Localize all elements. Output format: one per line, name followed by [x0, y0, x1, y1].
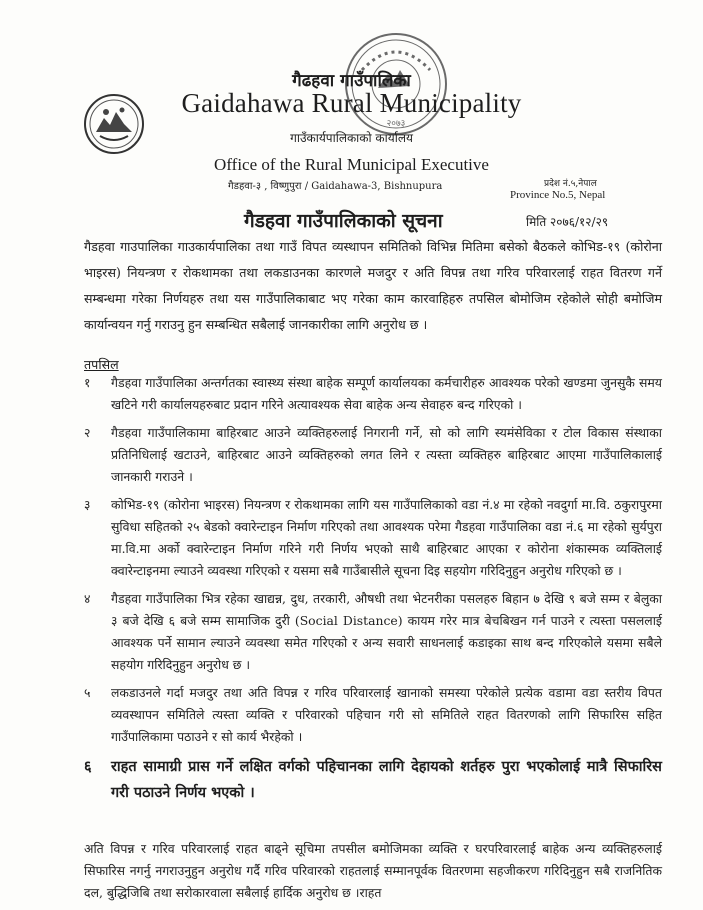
- header-nepali-name: गैढहवा गाउँपालिका: [292, 71, 411, 91]
- item-text: गैडहवा गाउँपालिका भित्र रहेका खाद्यन्न, दुध, तरकारी, औषधी तथा भेटनरीका पसलहरु बिहान ७ देखि ९ बजे सम्म र बेलुका ३ बजे देखि ६ बजे सम्म सामाजिक दुरी (Social Distance) कायम गरेर मात्र बेचबिखन गर्न पाउने र त्यस्ता पसललाई आवश्यक पर्ने सामान ल्याउने व्यवस्था समेत गरिएको र अन्य सवारी साधनलाई कडाइका साथ बन्द गरिएकोले यसमा सबैले सहयोग गरिदिनुहुन अनुरोध छ ।: [111, 591, 662, 672]
- list-item: [84, 588, 662, 676]
- item-text: गैडहवा गाउँपालिकामा बाहिरबाट आउने व्यक्तिहरुलाई निगरानी गर्ने, सो को लागि स्यमंसेविका र टोल विकास संस्थाका प्रतिनिधिलाई खटाउने, बाहिरबाट आउने व्यक्तिहरुको लगत लिने र त्यस्ता व्यक्तिहरु बाहिरबाट आएमा गाउँपालिकालाई जानकारी गराउने ।: [111, 425, 662, 484]
- notice-item-list: [84, 372, 662, 808]
- item-number: २: [84, 425, 91, 440]
- item-text: राहत सामाग्री प्रास गर्ने लक्षित वर्गको पहिचानका लागि देहायको शर्तहरु पुरा भएकोलाई मात्रै सिफारिस गरी पठाउने निर्णय भएको ।: [111, 758, 662, 801]
- list-item: [84, 372, 662, 416]
- item-text: लकडाउनले गर्दा मजदुर तथा अति विपन्न र गरिव परिवारलाई खानाको समस्या परेकोले प्रत्येक वडामा वडा स्तरीय विपत व्यवस्थापन समितिले त्यस्ता व्यक्ति र परिवारको पहिचान गरी सो समितिले राहत वितरणको लागि सिफारिस सहित गाउँपालिकामा पठाउने र सो कार्य भैरहेको ।: [111, 685, 662, 744]
- notice-title: गैडहवा गाउँपालिकाको सूचना: [244, 210, 443, 232]
- item-text: गैडहवा गाउँपालिका अन्तर्गतका स्वास्थ्य संस्था बाहेक सम्पूर्ण कार्यालयका कर्मचारीहरु आवश्यक परेको खण्डमा जुनसुकै समय खटिने गरी कार्यालयहरुबाट प्रदान गरिने अत्यावश्यक सेवा बाहेक अन्य सेवाहरु बन्द गरिएको ।: [111, 375, 662, 412]
- list-item: [84, 682, 662, 748]
- header-english-name: Gaidahawa Rural Municipality: [181, 88, 522, 118]
- header-province-english: Province No.5, Nepal: [510, 189, 606, 201]
- item-number: ४: [84, 591, 91, 606]
- list-item: [84, 422, 662, 488]
- item-number: ३: [84, 497, 91, 512]
- header-address: गैडहवा-३ , विष्णुपुरा / Gaidahawa-3, Bishnupura: [228, 181, 443, 192]
- item-text: कोभिड-१९ (कोरोना भाइरस) नियन्त्रण र रोकथामका लागि यस गाउँपालिकाको वडा नं.४ मा रहेको नवदुर्गा मा.वि. ठकुरापुरमा सुविधा सहितको २५ बेडको क्वारेन्टाइन निर्माण गरिएको तथा आवश्यक परेमा गैडहवा गाउँपालिका वडा नं.६ मा रहेको सुर्यपुरा मा.वि.मा अर्को क्वारेन्टाइन निर्माण गरिने गरी निर्णय भएको साथै बाहिरबाट आएका र कोरोना शंकास्मक व्यक्तिलाई क्वारेन्टाइनमा ल्याउने व्यवस्था गरिएको र यसमा सबै गाउँबासीले सूचना दिइ सहयोग गरिदिनुहुन अनुरोध गरिएको छ ।: [111, 497, 662, 578]
- item-number: १: [84, 375, 91, 390]
- header-office-english: Office of the Rural Municipal Executive: [214, 155, 489, 174]
- item-number: ६: [84, 758, 92, 775]
- notice-date: मिति २०७६/१२/२९: [526, 215, 609, 229]
- notice-closing-paragraph: अति विपन्न र गरिव परिवारलाई राहत बाढ्ने सूचिमा तपसील बमोजिमका व्यक्ति र घरपरिवारलाई बाहेक अन्य व्यक्तिहरुलाई सिफारिस नगर्नु नगराउनुहुन अनुरोध गर्दै गरिव परिवारको राहतलाई सम्मानपूर्वक वितरणमा सहजीकरण गरिदिनुहुन सबै राजनितिक दल, बुद्धिजिबि तथा सरोकारवाला सबैलाई हार्दिक अनुरोध छ ।राहत: [84, 841, 662, 900]
- item-number: ५: [84, 685, 91, 700]
- list-item-highlighted: [84, 754, 662, 806]
- notice-intro-paragraph: गैडहवा गाउपालिका गाउकार्यपालिका तथा गाउँ विपत व्यस्थापन समितिको विभिन्न मितिमा बसेको बैठकले कोभिड-१९ (कोरोना भाइरस) नियन्त्रण र रोकथामका तथा लकडाउनका कारणले मजदुर र अति विपन्न तथा गरिव परिवारलाई राहत वितरण गर्ने सम्बन्धमा गरेका निर्णयहरु तथा यस गाउँपालिकाबाट भए गरेका काम कारवाहिहरु तपसिल बोमोजिम रहेकोले सोही बमोजिम कार्यान्वयन गर्नु गराउनु हुन सम्बन्धित सबैलाई जानकारीका लागि अनुरोध छ ।: [84, 239, 662, 332]
- schedule-heading: तपसिल: [84, 357, 119, 372]
- list-item: [84, 494, 662, 582]
- seal-center-text: २०७३: [386, 119, 406, 129]
- header-province-nepali: प्रदेश नं.५,नेपाल: [544, 179, 597, 189]
- header-office-nepali: गाउँकार्यपालिकाको कार्यालय: [290, 131, 413, 145]
